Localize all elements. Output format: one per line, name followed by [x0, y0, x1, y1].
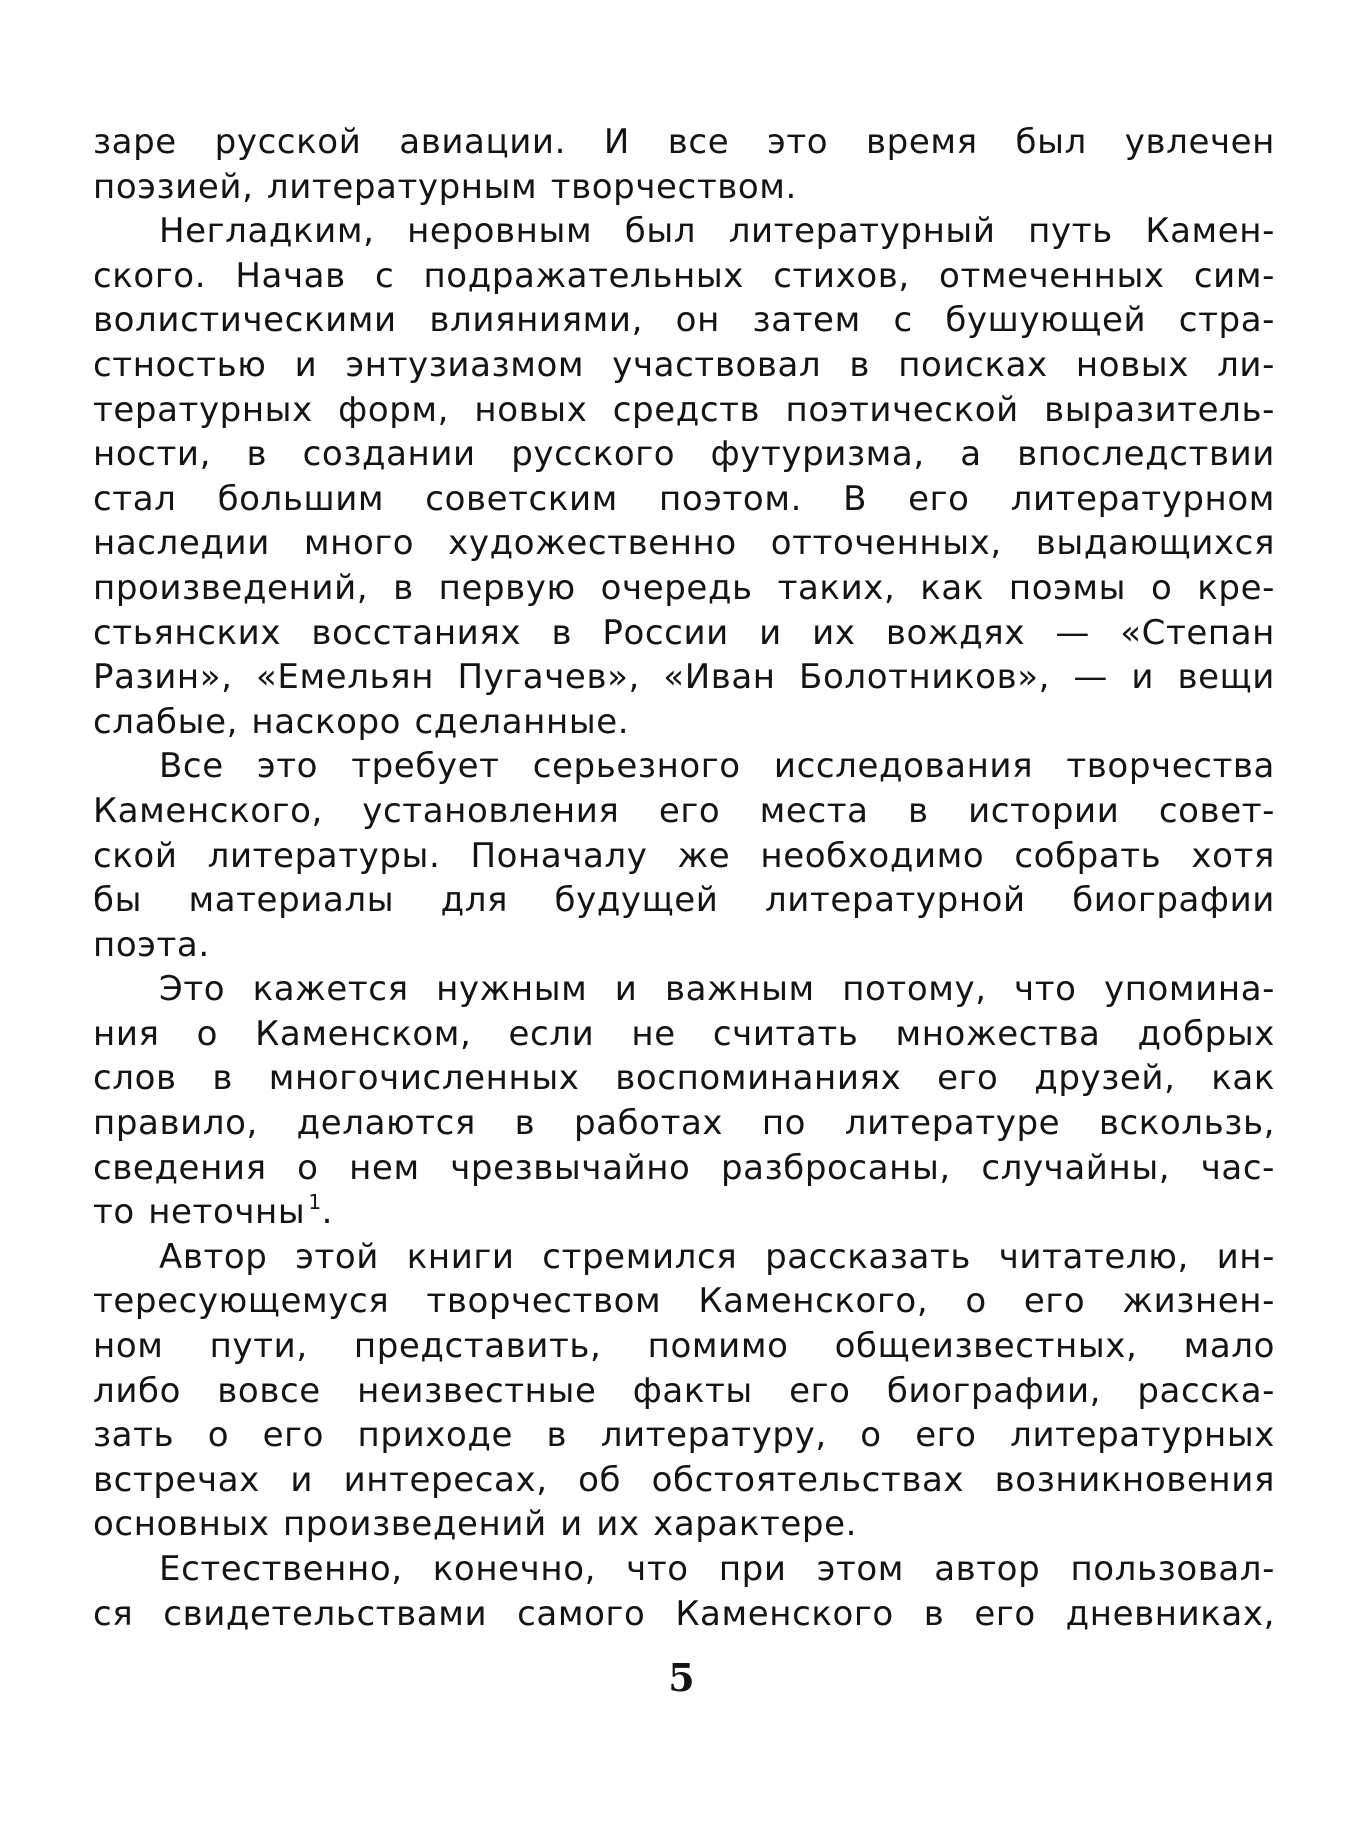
text-line: зать о его приходе в литературу, о его литературных — [93, 1415, 1275, 1456]
trailing-punctuation: . — [321, 1192, 334, 1233]
paragraph-2 — [93, 209, 1275, 744]
text-line: ном пути, представить, помимо общеизвестных, мало — [93, 1326, 1275, 1367]
text-line: тературных форм, новых средств поэтической выразитель- — [93, 389, 1275, 430]
page-body — [93, 120, 1275, 1636]
text-line: Автор этой книги стремился рассказать читателю, ин- — [159, 1236, 1275, 1277]
text-line: поэта. — [93, 924, 210, 965]
text-line: тересующемуся творчеством Каменского, о его жизнен- — [93, 1281, 1275, 1322]
text-line: слабые, наскоро сделанные. — [93, 701, 630, 742]
page-number: 5 — [668, 1655, 695, 1700]
text-line: ния о Каменском, если не считать множества добрых — [93, 1013, 1275, 1054]
text-line: ской литературы. Поначалу же необходимо собрать хотя — [93, 835, 1275, 876]
text-line: ся свидетельствами самого Каменского в его дневниках, — [93, 1593, 1275, 1634]
text-line: Естественно, конечно, что при этом автор пользовал- — [159, 1549, 1275, 1589]
paragraph-4 — [93, 967, 1275, 1235]
text-line: основных произведений и их характере. — [93, 1504, 858, 1545]
paragraph-3 — [93, 744, 1275, 967]
text-line: Каменского, установления его места в истории совет- — [93, 790, 1275, 831]
text-line: правило, делаются в работах по литературе вскользь, — [93, 1103, 1275, 1144]
text-line: ского. Начав с подражательных стихов, отмеченных сим- — [93, 255, 1275, 296]
text-line: бы материалы для будущей литературной биографии — [93, 880, 1275, 921]
text-line: встречах и интересах, об обстоятельствах возникновения — [93, 1459, 1275, 1500]
footnote-ref[interactable]: 1 — [308, 1190, 322, 1215]
text-line: стностью и энтузиазмом участвовал в поисках новых ли- — [93, 344, 1275, 385]
text-line: стал большим советским поэтом. В его литературном — [93, 478, 1275, 519]
text-line: Разин», «Емельян Пугачев», «Иван Болотников», — и вещи — [93, 657, 1275, 698]
text-line: произведений, в первую очередь таких, как поэмы о кре- — [93, 567, 1275, 608]
text-line: Все это требует серьезного исследования творчества — [159, 746, 1275, 787]
paragraph-1 — [93, 120, 1275, 209]
paragraph-5 — [93, 1235, 1275, 1547]
text-line: стьянских восстаниях в России и их вождях — «Степан — [93, 612, 1275, 653]
text-line: ности, в создании русского футуризма, а впоследствии — [93, 434, 1275, 475]
paragraph-6 — [93, 1547, 1275, 1636]
text-line: заре русской авиации. И все это время был увлечен — [93, 122, 1275, 162]
text-line: волистическими влияниями, он затем с бушующей стра- — [93, 300, 1275, 341]
text-line: сведения о нем чрезвычайно разбросаны, случайны, час- — [93, 1147, 1275, 1188]
text-line: то неточны — [93, 1192, 306, 1233]
text-line: Негладким, неровным был литературный путь Камен- — [159, 211, 1275, 252]
text-line-with-footnote — [93, 1190, 1275, 1235]
text-line: либо вовсе неизвестные факты его биографии, расска- — [93, 1370, 1275, 1411]
text-line: Это кажется нужным и важным потому, что упомина- — [159, 969, 1275, 1010]
text-line: поэзией, литературным творчеством. — [93, 166, 797, 207]
text-line: наследии много художественно отточенных, выдающихся — [93, 523, 1275, 564]
text-line: слов в многочисленных воспоминаниях его друзей, как — [93, 1058, 1275, 1099]
